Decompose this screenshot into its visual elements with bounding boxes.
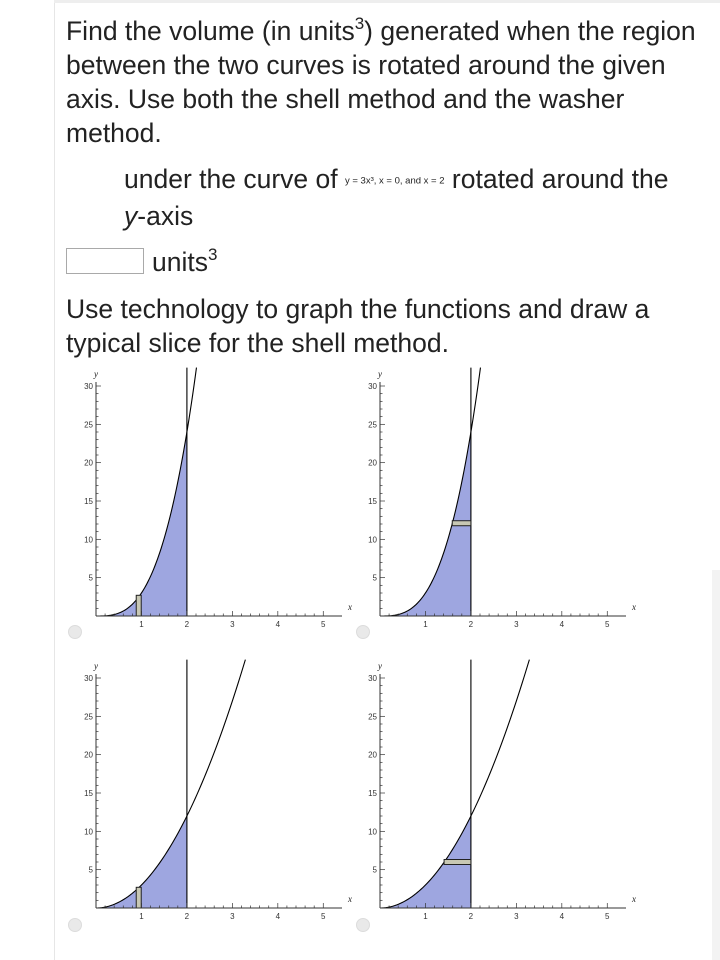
answer-row (66, 246, 217, 276)
slice-rectangle (136, 595, 141, 616)
slice-rectangle (444, 860, 471, 865)
y-tick-label: 10 (368, 827, 377, 837)
x-tick-label: 5 (605, 620, 610, 629)
y-tick-label: 25 (84, 420, 93, 430)
scrollbar-track[interactable] (712, 570, 720, 960)
radio-option-a[interactable] (68, 625, 82, 639)
x-tick-label: 2 (184, 912, 190, 921)
y-tick-label: 30 (368, 382, 377, 391)
shaded-region (96, 432, 187, 616)
graph-option-b (362, 366, 642, 629)
x-tick-label: 2 (468, 912, 474, 921)
x-tick-label: 1 (423, 620, 428, 629)
y-tick-label: 5 (372, 865, 377, 875)
x-axis-label: x (632, 602, 636, 612)
x-tick-label: 2 (184, 620, 190, 629)
question-text: Find the volume (in units$^3$) generated when the region between the two curves is rotated around the given axis. Use both the shell method and the washer method. (66, 14, 696, 148)
y-tick-label: 15 (84, 789, 93, 798)
y-axis-label: y (94, 661, 98, 671)
y-tick-label: 30 (368, 674, 377, 683)
frame-top-border (54, 0, 720, 3)
y-tick-label: 10 (368, 535, 377, 545)
y-tick-label: 15 (368, 789, 377, 798)
x-tick-label: 4 (559, 620, 565, 629)
y-tick-label: 25 (84, 712, 93, 722)
graph-option-c (78, 658, 358, 921)
slice-rectangle (136, 887, 141, 908)
x-tick-label: 3 (230, 912, 235, 921)
y-axis-label: y (94, 369, 98, 379)
equation-text: y = 3x³, x = 0, and x = 2 (344, 175, 445, 187)
x-tick-label: 4 (275, 912, 281, 921)
graph-option-d (362, 658, 642, 921)
y-tick-label: 20 (84, 750, 93, 760)
y-axis-label: y (378, 369, 382, 379)
x-tick-label: 1 (423, 912, 428, 921)
x-tick-label: 1 (139, 620, 144, 629)
radio-option-b[interactable] (356, 625, 370, 639)
y-tick-label: 20 (368, 458, 377, 468)
x-tick-label: 4 (559, 912, 565, 921)
x-tick-label: 4 (275, 620, 281, 629)
x-tick-label: 3 (230, 620, 235, 629)
units-label: units$^3$ (152, 244, 218, 277)
x-axis-label: x (348, 602, 352, 612)
y-axis-label: y (378, 661, 382, 671)
x-tick-label: 5 (605, 912, 610, 921)
y-tick-label: 20 (368, 750, 377, 760)
y-tick-label: 5 (372, 573, 377, 583)
graph-instruction: Use technology to graph the functions and draw a typical slice for the shell method. (66, 294, 650, 358)
x-tick-label: 5 (321, 620, 326, 629)
y-tick-label: 15 (368, 497, 377, 506)
y-tick-label: 10 (84, 535, 93, 545)
x-axis-label: x (632, 894, 636, 904)
x-tick-label: 5 (321, 912, 326, 921)
graph-option-a (78, 366, 358, 629)
slice-rectangle (452, 521, 471, 526)
y-tick-label: 25 (368, 712, 377, 722)
volume-answer-input[interactable] (66, 248, 144, 274)
problem-statement: under the curve of y = 3x³, x = 0, and x = 2 rotated around the y-axis (124, 164, 669, 231)
y-tick-label: 10 (84, 827, 93, 837)
x-tick-label: 3 (514, 620, 519, 629)
y-tick-label: 5 (88, 573, 93, 583)
x-tick-label: 1 (139, 912, 144, 921)
y-tick-label: 20 (84, 458, 93, 468)
y-tick-label: 5 (88, 865, 93, 875)
y-tick-label: 30 (84, 674, 93, 683)
y-tick-label: 25 (368, 420, 377, 430)
radio-option-c[interactable] (68, 918, 82, 932)
radio-option-d[interactable] (356, 918, 370, 932)
frame-left-border (54, 0, 55, 960)
x-tick-label: 2 (468, 620, 474, 629)
x-tick-label: 3 (514, 912, 519, 921)
y-tick-label: 30 (84, 382, 93, 391)
x-axis-label: x (348, 894, 352, 904)
y-tick-label: 15 (84, 497, 93, 506)
